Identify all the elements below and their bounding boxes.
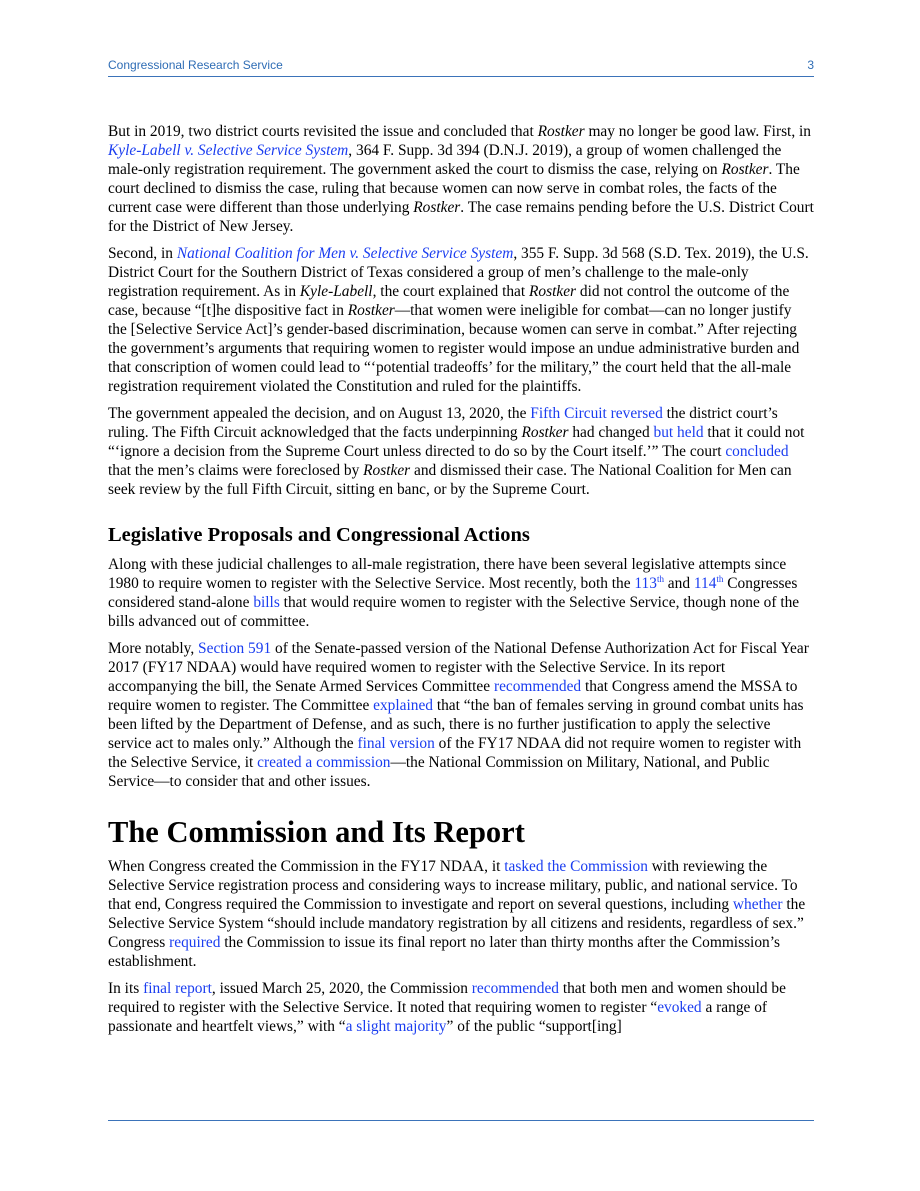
link-concluded[interactable]: concluded: [725, 443, 789, 460]
case-name-italic: Kyle-Labell: [299, 283, 373, 300]
link-final-version[interactable]: final version: [357, 735, 435, 752]
link-final-report[interactable]: final report: [143, 980, 212, 997]
link-a-slight-majority[interactable]: a slight majority: [345, 1018, 447, 1035]
case-name-italic: Rostker: [537, 123, 585, 140]
link-kyle-labell-case[interactable]: Kyle-Labell v. Selective Service System: [108, 142, 349, 159]
link-bills[interactable]: bills: [253, 594, 280, 611]
link-whether[interactable]: whether: [732, 896, 783, 913]
paragraph-section-591: More notably, Section 591 of the Senate-passed version of the National Defense Authorization Act for Fiscal Year 2017 (FY17 NDAA) would have required women to register with the Selective Service. In its report accompanying the bill, the Senate Armed Services Committee recommended that Congress amend the MSSA to require women to register. The Committee explained that “the ban of females serving in ground combat units has been lifted by the Department of Defense, and as such, there is no further justification to apply the selective service act to males only.” Although the final version of the FY17 NDAA did not require women to register with the Selective Service, it created a commission—the National Commission on Military, National, and Public Service—to consider that and other issues.: [108, 640, 809, 790]
heading-legislative-proposals: Legislative Proposals and Congressional Actions: [108, 524, 530, 546]
link-national-coalition-case[interactable]: National Coalition for Men v. Selective Service System: [176, 245, 514, 262]
paragraph-kyle-labell: But in 2019, two district courts revisited the issue and concluded that Rostker may no longer be good law. First, in Kyle-Labell v. Selective Service System, 364 F. Supp. 3d 394 (D.N.J. 2019), a group of women challenged the male-only registration requirement. The government asked the court to dismiss the case, relying on Rostker. The court declined to dismiss the case, ruling that because women can now serve in combat roles, the facts of the current case were different than those underlying Rostker. The case remains pending before the U.S. District Court for the District of New Jersey.: [108, 123, 814, 235]
link-section-591[interactable]: Section 591: [198, 640, 272, 657]
link-created-a-commission[interactable]: created a commission: [257, 754, 391, 771]
link-recommended-committee[interactable]: recommended: [493, 678, 582, 695]
paragraph-final-report: In its final report, issued March 25, 2020, the Commission recommended that both men and women should be required to register with the Selective Service. It noted that requiring women to register “evoked a range of passionate and heartfelt views,” with “a slight majority” of the public “support[ing]: [108, 980, 786, 1035]
paragraph-national-coalition: Second, in National Coalition for Men v. Selective Service System, 355 F. Supp. 3d 568 (S.D. Tex. 2019), the U.S. District Court for the Southern District of Texas considered a group of men’s challenge to the male-only registration requirement. As in Kyle-Labell, the court explained that Rostker did not control the outcome of the case, because “[t]he dispositive fact in Rostker—that women were ineligible for combat—can no longer justify the [Selective Service Act]’s gender-based discrimination, because women can serve in combat.” After rejecting the government’s arguments that requiring women to register would impose an undue administrative burden and that conscription of women could lead to “‘potential tradeoffs’ for the military,” the court held that the all-male registration requirement violated the Constitution and ruled for the plaintiffs.: [108, 245, 809, 395]
link-required[interactable]: required: [169, 934, 221, 951]
link-114th-congress[interactable]: 114th: [693, 573, 724, 592]
header-page-number: 3: [807, 58, 814, 72]
link-recommended-commission[interactable]: recommended: [471, 980, 559, 997]
case-name-italic: Rostker: [521, 424, 569, 441]
case-name-italic: Rostker: [347, 302, 395, 319]
header-org-name: Congressional Research Service: [108, 58, 283, 72]
case-name-italic: Rostker: [363, 462, 411, 479]
paragraph-legislative-attempts: Along with these judicial challenges to all-male registration, there have been several legislative attempts since 1980 to require women to register with the Selective Service. Most recently, both the 113th and 114th Congresses considered stand-alone bills that would require women to register with the Selective Service, though none of the bills advanced out of committee.: [108, 556, 800, 630]
link-113th-congress[interactable]: 113th: [634, 573, 664, 592]
page-header: [108, 56, 814, 77]
case-name-italic: Rostker: [529, 283, 577, 300]
paragraph-fifth-circuit: The government appealed the decision, and on August 13, 2020, the Fifth Circuit reversed the district court’s ruling. The Fifth Circuit acknowledged that the facts underpinning Rostker had changed but held that it could not “‘ignore a decision from the Supreme Court unless directed to do so by the Court itself.’” The court concluded that the men’s claims were foreclosed by Rostker and dismissed their case. The National Coalition for Men can seek review by the full Fifth Circuit, sitting en banc, or by the Supreme Court.: [108, 405, 805, 498]
link-explained[interactable]: explained: [373, 697, 433, 714]
document-body: [108, 122, 814, 1044]
footer-rule: [108, 1120, 814, 1121]
link-but-held[interactable]: but held: [653, 424, 704, 441]
link-fifth-circuit-reversed[interactable]: Fifth Circuit reversed: [530, 405, 663, 422]
heading-commission-report: The Commission and Its Report: [108, 815, 525, 849]
paragraph-commission-created: When Congress created the Commission in the FY17 NDAA, it tasked the Commission with reviewing the Selective Service registration process and considering ways to increase military, public, and national service. To that end, Congress required the Commission to investigate and report on several questions, including whether the Selective Service System “should include mandatory registration by all citizens and residents, regardless of sex.” Congress required the Commission to issue its final report no later than thirty months after the Commission’s establishment.: [108, 858, 806, 970]
case-name-italic: Rostker: [413, 199, 461, 216]
link-tasked-the-commission[interactable]: tasked the Commission: [504, 858, 648, 875]
case-name-italic: Rostker: [721, 161, 769, 178]
link-evoked[interactable]: evoked: [657, 999, 702, 1016]
